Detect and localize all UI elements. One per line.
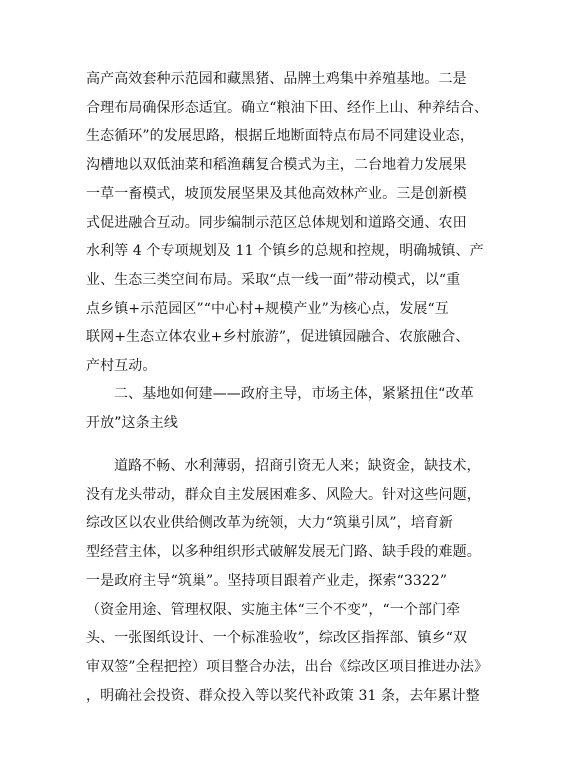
text-line: 生态循环”的发展思路，根据丘地断面特点布局不同建设业态， [86,128,474,145]
text-line: 式促进融合互动。同步编制示范区总体规划和道路交通、农田 [86,214,467,231]
section-heading [86,380,500,437]
text-line: 产村互动。 [86,358,157,375]
text-line: 水利等 4 个专项规划及 11 个镇乡的总规和控规，明确城镇、产 [86,243,484,260]
text-line: 高产高效套种示范园和藏黑猪、品牌土鸡集中养殖基地。二是 [86,71,467,87]
text-line: 一是政府主导“筑巢”。坚持项目跟着产业走，探索“3322” [86,572,448,589]
text-line: 点乡镇+示范园区”“中心村+规模产业”为核心点，发展“互 [86,300,449,317]
text-line: ，明确社会投资、群众投入等以奖代补政策 31 条，去年累计整 [86,687,480,704]
heading-line: 开放”这条主线 [86,414,178,431]
body-paragraph [86,452,500,710]
text-line: 审双签”全程把控）项目整合办法，出台《综改区项目推进办法》 [86,658,489,675]
heading-line: 二、基地如何建——政府主导，市场主体，紧紧扭住“改革 [114,386,474,402]
text-line: 道路不畅、水利薄弱，招商引资无人来；缺资金，缺技术， [114,458,481,474]
text-line: 头、一张图纸设计、一个标准验收”，综改区指挥部、镇乡“双 [86,630,468,647]
text-line: 一草一畜模式，坡顶发展坚果及其他高效林产业。三是创新模 [86,185,467,202]
text-line: 没有龙头带动，群众自主发展困难多、风险大。针对这些问题， [86,486,481,503]
text-line: （资金用途、管理权限、实施主体“三个不变”，“一个部门牵 [86,601,461,618]
text-line: 业、生态三类空间布局。采取“点一线一面”带动模式，以“重 [86,271,461,288]
text-line: 沟槽地以双低油菜和稻渔藕复合模式为主，二台地着力发展果 [86,157,467,174]
text-line: 联网+生态立体农业+乡村旅游”，促进镇园融合、农旅融合、 [86,329,470,346]
text-line: 综改区以农业供给侧改革为统领，大力“筑巢引凤”，培育新 [86,515,454,532]
body-paragraph [86,65,500,381]
text-line: 型经营主体，以多种组织形式破解发展无门路、缺手段的难题。 [86,544,481,561]
text-line: 合理布局确保形态适宜。确立“粮油下田、经作上山、种养结合、 [86,99,489,116]
